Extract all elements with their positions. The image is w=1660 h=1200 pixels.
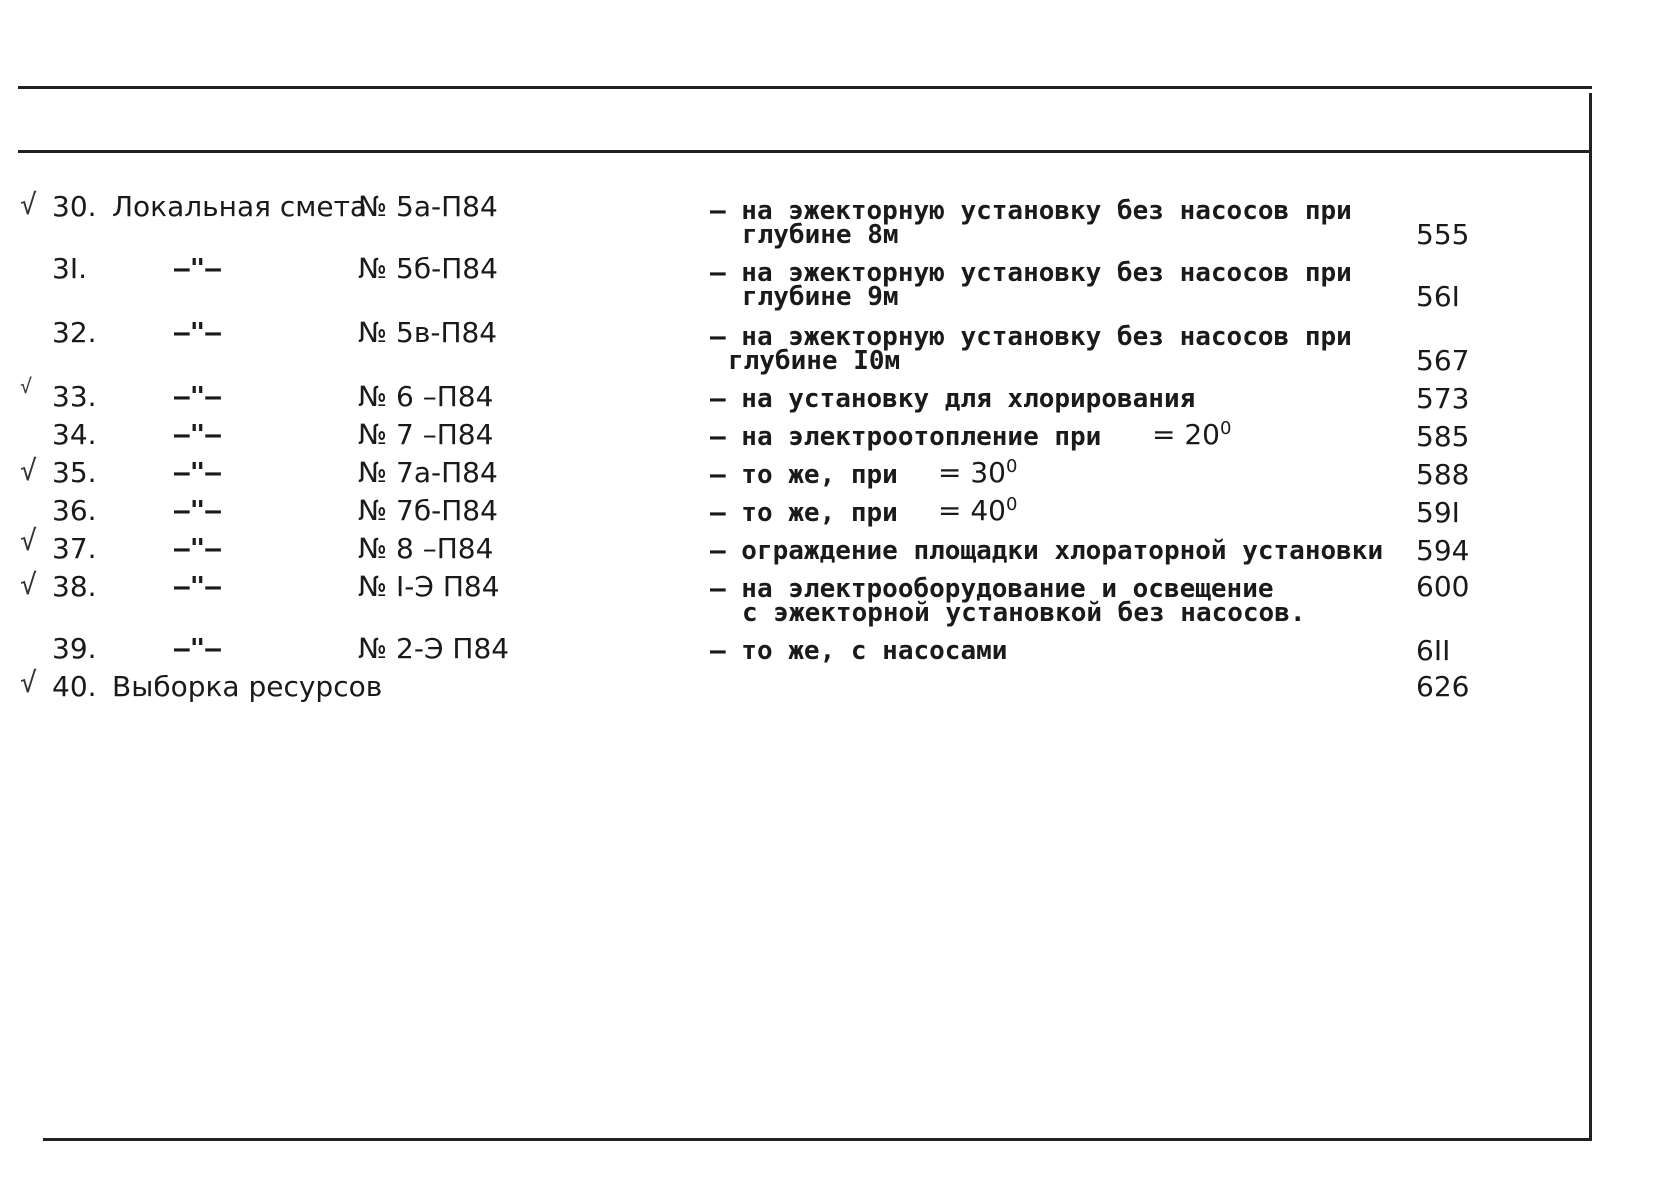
check-mark-icon: √	[20, 568, 37, 601]
entry-number: 38.	[52, 570, 97, 603]
ditto-mark: –"–	[174, 458, 221, 488]
entry-name: Выборка ресурсов	[112, 670, 383, 703]
entry-code: № 2-Э П84	[358, 632, 510, 665]
ditto-mark: –"–	[174, 382, 221, 412]
entry-description: – то же, с насосами	[710, 636, 1008, 666]
degree-sign: 0	[1006, 456, 1018, 477]
entry-page-number: 585	[1416, 420, 1470, 453]
entry-number: 33.	[52, 380, 97, 413]
degree-sign: 0	[1220, 418, 1232, 439]
entry-code: № 5б-П84	[358, 252, 498, 285]
entry-number: 34.	[52, 418, 97, 451]
temperature-value: = $20^0$	[1152, 418, 1232, 451]
entry-code: № 5а-П84	[358, 190, 498, 223]
entry-name: Локальная смета	[112, 190, 368, 223]
entry-page-number: 573	[1416, 382, 1470, 415]
entry-page-number: 588	[1416, 458, 1470, 491]
frame-top-line	[18, 86, 1592, 89]
entry-code: № I-Э П84	[358, 570, 500, 603]
ditto-mark: –"–	[174, 254, 221, 284]
entry-number: 30.	[52, 190, 97, 223]
entry-description: – на электроотопление при	[710, 422, 1102, 452]
degree-sign: 0	[1006, 494, 1018, 515]
entry-description-cont: глубине 9м	[742, 282, 899, 312]
entry-page-number: 594	[1416, 534, 1470, 567]
entry-page-number: 555	[1416, 218, 1470, 251]
frame-bottom-line	[43, 1138, 1592, 1141]
check-mark-icon: √	[20, 524, 37, 557]
entry-code: № 5в-П84	[358, 316, 498, 349]
entry-number: 35.	[52, 456, 97, 489]
check-mark-icon: √	[20, 666, 37, 699]
entry-page-number: 56I	[1416, 280, 1460, 313]
ditto-mark: –"–	[174, 496, 221, 526]
check-mark-icon: √	[20, 454, 37, 487]
entry-description: – на установку для хлорирования	[710, 384, 1196, 414]
entry-page-number: 6II	[1416, 634, 1451, 667]
entry-number: 3I.	[52, 252, 87, 285]
entry-page-number: 59I	[1416, 496, 1460, 529]
entry-description: – то же, при	[710, 498, 898, 528]
entry-description: – на эжекторную установку без насосов при	[710, 322, 1352, 352]
ditto-mark: –"–	[174, 572, 221, 602]
entry-description: – на эжекторную установку без насосов при	[710, 196, 1352, 226]
entry-description-cont: глубине 8м	[742, 220, 899, 250]
header-separator-line	[18, 150, 1592, 153]
check-mark-icon: √	[20, 374, 33, 398]
ditto-mark: –"–	[174, 420, 221, 450]
entry-code: № 7а-П84	[358, 456, 498, 489]
entry-number: 36.	[52, 494, 97, 527]
entry-code: № 8 –П84	[358, 532, 494, 565]
entry-description: – ограждение площадки хлораторной установки	[710, 536, 1384, 566]
entry-page-number: 567	[1416, 344, 1470, 377]
entry-number: 39.	[52, 632, 97, 665]
entry-description: – на электрооборудование и освещение	[710, 574, 1274, 604]
entry-code: № 6 –П84	[358, 380, 494, 413]
entry-page-number: 626	[1416, 670, 1470, 703]
ditto-mark: –"–	[174, 534, 221, 564]
entry-number: 32.	[52, 316, 97, 349]
check-mark-icon: √	[20, 188, 37, 221]
ditto-mark: –"–	[174, 634, 221, 664]
entry-description: – на эжекторную установку без насосов при	[710, 258, 1352, 288]
temperature-value: = $40^0$	[938, 494, 1018, 527]
entry-page-number: 600	[1416, 570, 1470, 603]
entry-code: № 7б-П84	[358, 494, 498, 527]
entry-description-cont: с эжекторной установкой без насосов.	[742, 598, 1306, 628]
ditto-mark: –"–	[174, 318, 221, 348]
entry-number: 40.	[52, 670, 97, 703]
frame-right-line	[1589, 93, 1592, 1141]
entry-code: № 7 –П84	[358, 418, 494, 451]
temperature-value: = $30^0$	[938, 456, 1018, 489]
entry-number: 37.	[52, 532, 97, 565]
entry-description-cont: глубине I0м	[728, 346, 901, 376]
entry-description: – то же, при	[710, 460, 898, 490]
